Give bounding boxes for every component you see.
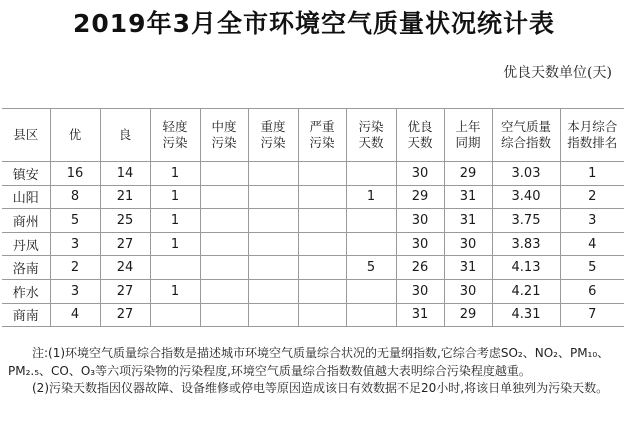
column-header	[248, 109, 298, 162]
column-header-line: 重度	[260, 119, 286, 134]
table-cell	[200, 256, 248, 280]
table-cell	[248, 303, 298, 327]
table-cell: 3	[50, 279, 100, 303]
table-cell: 1	[150, 232, 200, 256]
table-cell	[298, 209, 346, 233]
table-cell: 2	[50, 256, 100, 280]
table-cell	[200, 303, 248, 327]
table-cell	[200, 209, 248, 233]
column-header-line: 严重	[309, 119, 335, 134]
table-cell: 3.03	[492, 162, 560, 186]
table-cell: 14	[100, 162, 150, 186]
footnotes	[8, 345, 620, 398]
table-cell	[346, 279, 396, 303]
table-cell	[298, 279, 346, 303]
table-cell	[248, 162, 298, 186]
column-header	[492, 109, 560, 162]
table-cell: 16	[50, 162, 100, 186]
table-cell: 7	[560, 303, 624, 327]
table-cell	[150, 256, 200, 280]
column-header	[2, 109, 50, 162]
column-header	[346, 109, 396, 162]
table-cell: 30	[396, 209, 444, 233]
table-cell: 8	[50, 185, 100, 209]
table-cell	[298, 185, 346, 209]
county-name-cell: 丹凤	[2, 232, 50, 256]
table-cell: 24	[100, 256, 150, 280]
column-header	[50, 109, 100, 162]
table-cell: 3	[50, 232, 100, 256]
column-header-line: 污染	[260, 135, 286, 150]
table-cell	[298, 303, 346, 327]
footnote-2: (2)污染天数指因仪器故障、设备维修或停电等原因造成该日有效数据不足20小时,将该日单独列为污染天数。	[32, 381, 609, 395]
table-cell: 31	[444, 209, 492, 233]
column-header-line: 污染	[358, 119, 384, 134]
table-cell: 1	[150, 162, 200, 186]
table-cell	[346, 232, 396, 256]
table-cell: 1	[150, 279, 200, 303]
table-cell: 5	[560, 256, 624, 280]
column-header	[444, 109, 492, 162]
table-cell: 5	[50, 209, 100, 233]
table-cell: 4.21	[492, 279, 560, 303]
table-cell	[346, 209, 396, 233]
column-header	[298, 109, 346, 162]
county-name-cell: 洛南	[2, 256, 50, 280]
table-cell: 30	[396, 232, 444, 256]
table-cell: 2	[560, 185, 624, 209]
table-cell: 27	[100, 232, 150, 256]
column-header-line: 县区	[13, 127, 39, 142]
table-cell	[298, 162, 346, 186]
table-row	[2, 256, 624, 280]
page-title: 2019年3月全市环境空气质量状况统计表	[73, 9, 555, 38]
table-cell: 27	[100, 279, 150, 303]
column-header-line: 同期	[455, 135, 481, 150]
column-header	[150, 109, 200, 162]
table-cell	[248, 256, 298, 280]
unit-label: 优良天数单位(天)	[503, 65, 612, 81]
table-cell: 6	[560, 279, 624, 303]
table-header-row	[2, 109, 624, 162]
table-cell: 1	[346, 185, 396, 209]
column-header-line: 优良	[407, 119, 433, 134]
table-cell: 4.13	[492, 256, 560, 280]
table-cell	[248, 209, 298, 233]
table-cell: 4.31	[492, 303, 560, 327]
table-cell	[346, 303, 396, 327]
table-cell	[346, 162, 396, 186]
column-header	[200, 109, 248, 162]
table-row	[2, 162, 624, 186]
table-cell: 30	[444, 232, 492, 256]
table-cell: 3.83	[492, 232, 560, 256]
table-row	[2, 185, 624, 209]
table-row	[2, 232, 624, 256]
table-cell: 3	[560, 209, 624, 233]
table-cell: 26	[396, 256, 444, 280]
table-cell: 1	[150, 185, 200, 209]
table-cell	[298, 256, 346, 280]
column-header-line: 空气质量	[500, 119, 551, 134]
column-header	[396, 109, 444, 162]
footnote-1: 注:(1)环境空气质量综合指数是描述城市环境空气质量综合状况的无量纲指数,它综合考虑SO₂、NO₂、PM₁₀、PM₂.₅、CO、O₃等六项污染物的污染程度,环境空气质量综合指数数值越大表明综合污染程度越重。	[8, 346, 610, 378]
county-name-cell: 商南	[2, 303, 50, 327]
air-quality-table	[2, 108, 624, 327]
table-cell	[248, 185, 298, 209]
table-body	[2, 162, 624, 327]
column-header-line: 天数	[407, 135, 433, 150]
table-cell: 29	[444, 162, 492, 186]
table-cell: 29	[444, 303, 492, 327]
county-name-cell: 山阳	[2, 185, 50, 209]
county-name-cell: 镇安	[2, 162, 50, 186]
column-header-line: 污染	[211, 135, 237, 150]
county-name-cell: 商州	[2, 209, 50, 233]
table-row	[2, 303, 624, 327]
table-cell: 29	[396, 185, 444, 209]
table-cell: 25	[100, 209, 150, 233]
table-cell	[200, 279, 248, 303]
table-cell: 31	[444, 185, 492, 209]
column-header-line: 本月综合	[567, 119, 618, 134]
table-cell: 1	[560, 162, 624, 186]
column-header-line: 污染	[162, 135, 188, 150]
table-cell: 4	[560, 232, 624, 256]
table-cell: 30	[396, 279, 444, 303]
column-header-line: 污染	[309, 135, 335, 150]
table-cell: 1	[150, 209, 200, 233]
table-cell: 30	[396, 162, 444, 186]
table-cell: 30	[444, 279, 492, 303]
table-cell	[248, 279, 298, 303]
table-cell: 3.40	[492, 185, 560, 209]
column-header-line: 轻度	[162, 119, 188, 134]
table-row	[2, 279, 624, 303]
table-cell	[200, 162, 248, 186]
table-cell: 5	[346, 256, 396, 280]
table-cell: 21	[100, 185, 150, 209]
table-row	[2, 209, 624, 233]
table-cell	[200, 185, 248, 209]
column-header-line: 优	[68, 127, 82, 142]
table-cell: 4	[50, 303, 100, 327]
county-name-cell: 柞水	[2, 279, 50, 303]
column-header-line: 天数	[358, 135, 384, 150]
column-header-line: 良	[118, 127, 132, 142]
column-header-line: 中度	[211, 119, 237, 134]
table-cell: 3.75	[492, 209, 560, 233]
table-cell	[150, 303, 200, 327]
column-header	[100, 109, 150, 162]
table-cell	[248, 232, 298, 256]
table-cell	[200, 232, 248, 256]
column-header-line: 上年	[455, 119, 481, 134]
table-cell: 31	[444, 256, 492, 280]
column-header	[560, 109, 624, 162]
column-header-line: 指数排名	[567, 135, 618, 150]
column-header-line: 综合指数	[500, 135, 551, 150]
table-cell	[298, 232, 346, 256]
table-cell: 27	[100, 303, 150, 327]
table-cell: 31	[396, 303, 444, 327]
